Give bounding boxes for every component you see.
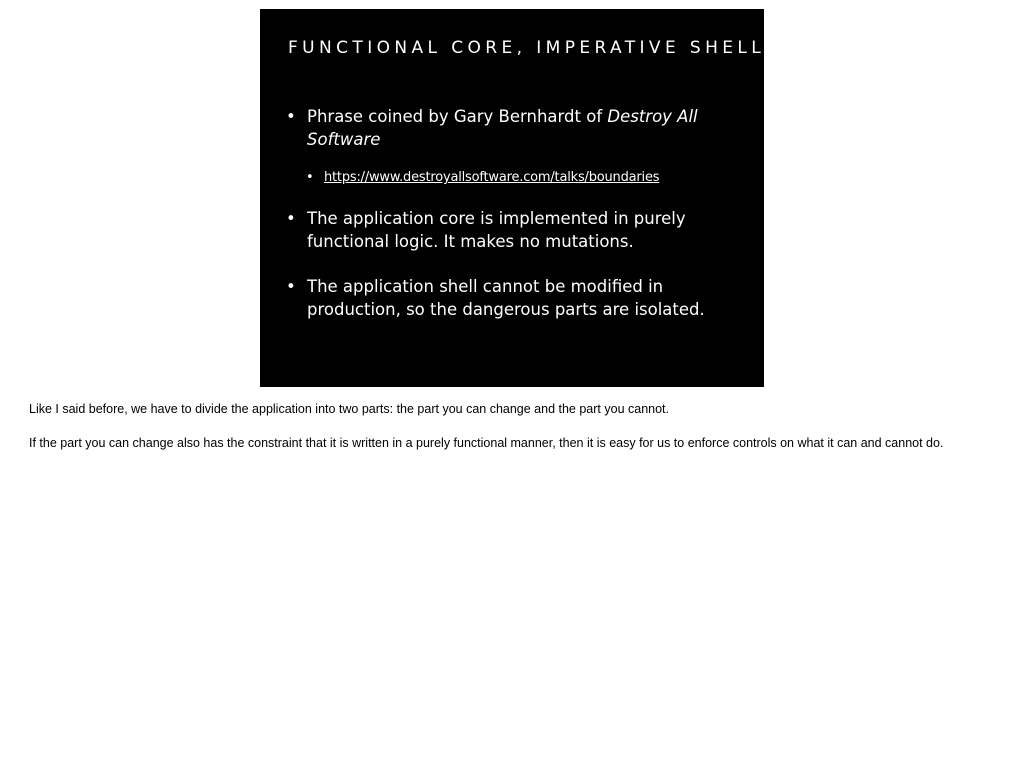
bullet-link bbox=[286, 169, 726, 187]
bullet-emphasis: Destroy All Software bbox=[307, 107, 698, 149]
bullet-text: Phrase coined by Gary Bernhardt of bbox=[307, 107, 608, 126]
notes-paragraph: If the part you can change also has the constraint that it is written in a purely functional manner, then it is easy for us to enforce controls on what it can and cannot do. bbox=[29, 436, 944, 450]
speaker-notes bbox=[29, 402, 1009, 470]
boundaries-talk-link[interactable]: https://www.destroyallsoftware.com/talks/boundaries bbox=[324, 170, 660, 185]
bullet-text: The application shell cannot be modified in production, so the dangerous parts are isolated. bbox=[307, 277, 705, 319]
slide-title: FUNCTIONAL CORE, IMPERATIVE SHELL bbox=[288, 38, 766, 58]
slide bbox=[260, 9, 764, 387]
bullet-functional-core bbox=[286, 207, 726, 253]
notes-paragraph: Like I said before, we have to divide the application into two parts: the part you can change and the part you cannot. bbox=[29, 402, 669, 416]
bullet-list bbox=[286, 105, 726, 343]
bullet-dot: • bbox=[306, 170, 314, 185]
bullet-text: The application core is implemented in purely functional logic. It makes no mutations. bbox=[307, 209, 686, 251]
bullet-dot: • bbox=[286, 277, 296, 296]
bullet-phrase-origin bbox=[286, 105, 726, 151]
bullet-imperative-shell bbox=[286, 275, 726, 321]
bullet-dot: • bbox=[286, 107, 296, 126]
bullet-dot: • bbox=[286, 209, 296, 228]
